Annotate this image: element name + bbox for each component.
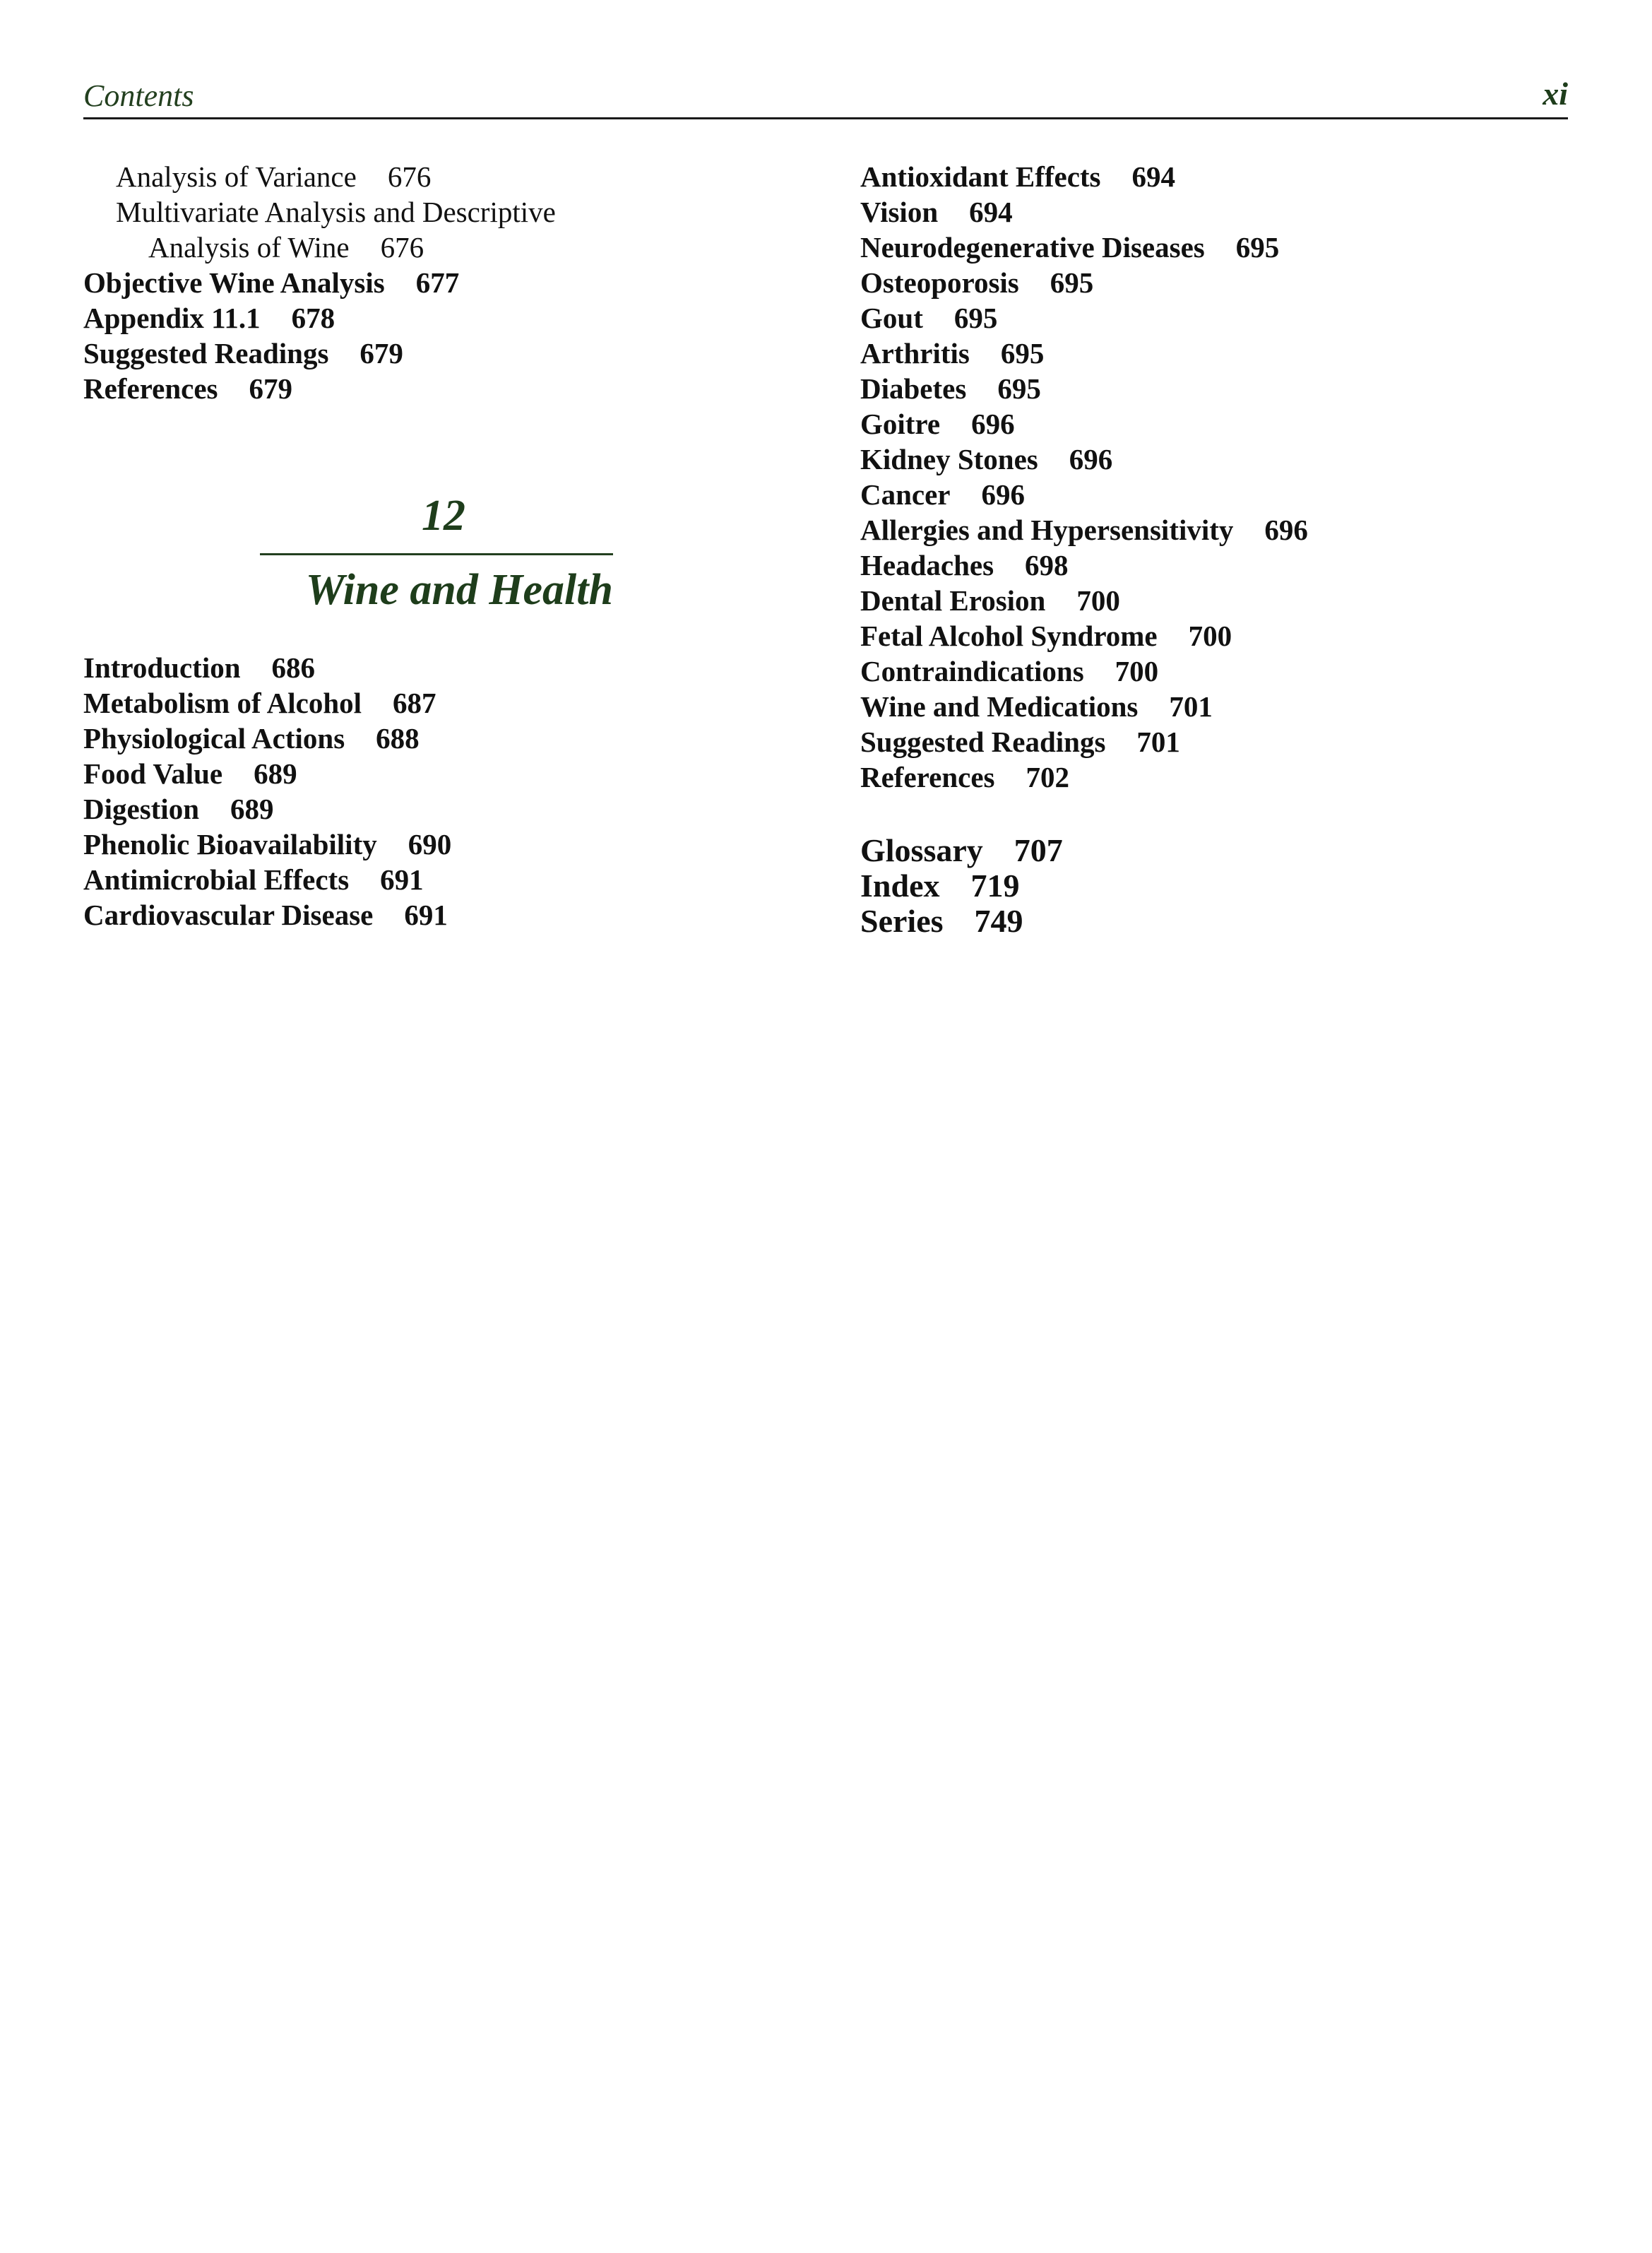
toc-entry-page: 749 [974,903,1023,939]
toc-entry-page: 676 [387,160,432,193]
toc-entry-label: Digestion [83,793,199,825]
toc-entry-page: 696 [1264,514,1308,546]
page-number: xi [1543,76,1568,112]
toc-entry-page: 696 [981,478,1026,511]
toc-entry-label: Neurodegenerative Diseases [860,231,1205,264]
toc-entry-page: 679 [249,372,292,405]
toc-entry[interactable] [860,583,1567,618]
toc-entry[interactable] [83,371,832,406]
toc-entry-label: Metabolism of Alcohol [83,687,362,719]
toc-entry-back-matter[interactable] [860,904,1567,939]
toc-entry-label: Multivariate Analysis and Descriptive [116,196,556,228]
toc-entry-page: 677 [415,266,460,299]
toc-entry[interactable] [83,897,832,933]
toc-entry-label: Appendix 11.1 [83,302,261,334]
toc-entry[interactable] [860,759,1567,795]
toc-entry[interactable] [860,336,1567,371]
toc-entry-page: 695 [1050,266,1094,299]
toc-entry[interactable] [860,159,1567,194]
toc-entry[interactable] [83,650,832,685]
toc-entry-label: Gout [860,302,923,334]
toc-entry-page: 679 [359,337,403,369]
toc-entry-label: Headaches [860,549,994,581]
chapter-heading [260,491,613,615]
toc-entry-label: Introduction [83,651,241,684]
toc-entry-page: 695 [1235,231,1280,264]
toc-entry[interactable] [860,406,1567,442]
section-spacer [860,795,1567,833]
toc-entry[interactable] [860,371,1567,406]
toc-entry[interactable] [860,300,1567,336]
toc-entry[interactable] [83,827,832,862]
toc-entry[interactable] [860,654,1567,689]
left-column [83,159,832,933]
toc-entry-page: 688 [376,722,420,755]
toc-entry-label: Analysis of Wine [148,231,350,264]
toc-entry-label: Vision [860,196,939,228]
toc-entry-label: Fetal Alcohol Syndrome [860,620,1158,652]
toc-entry[interactable] [860,548,1567,583]
toc-entry[interactable] [860,477,1567,512]
toc-entry-back-matter[interactable] [860,833,1567,868]
toc-entry-label: Kidney Stones [860,443,1038,475]
toc-entry[interactable] [860,724,1567,759]
toc-entry-page: 694 [969,196,1013,228]
toc-entry-label: Series [860,903,944,939]
toc-entry[interactable] [860,512,1567,548]
toc-entry-label: Dental Erosion [860,584,1046,617]
toc-entry-page: 700 [1115,655,1159,687]
toc-entry-page: 691 [380,863,424,896]
toc-entry[interactable] [83,159,832,194]
toc-entry-label: Glossary [860,832,983,868]
toc-entry[interactable] [83,756,832,791]
toc-entry-page: 696 [971,408,1015,440]
toc-entry-page: 691 [404,899,448,931]
toc-entry-page: 689 [230,793,274,825]
toc-entry-label: Analysis of Variance [116,160,357,193]
toc-entry-label: Cancer [860,478,951,511]
toc-entry-page: 695 [953,302,998,334]
toc-entry[interactable] [83,265,832,300]
toc-entry[interactable] [83,791,832,827]
toc-entry[interactable] [860,194,1567,230]
toc-entry-label: Suggested Readings [83,337,329,369]
toc-entry-label: Antioxidant Effects [860,160,1101,193]
toc-entry[interactable] [83,300,832,336]
toc-entry-page: 701 [1136,726,1180,758]
toc-entry-label: Food Value [83,757,223,790]
running-header [83,78,1568,119]
toc-entry[interactable] [83,336,832,371]
toc-entry-page: 695 [997,372,1041,405]
toc-entry-page: 696 [1069,443,1113,475]
toc-entry-label: Osteoporosis [860,266,1019,299]
toc-entry[interactable] [83,230,832,265]
chapter-divider [260,553,613,555]
toc-entry[interactable] [83,194,832,230]
toc-entry[interactable] [860,442,1567,477]
toc-entry-page: 707 [1014,832,1063,868]
toc-entry-label: Physiological Actions [83,722,345,755]
toc-entry-label: Antimicrobial Effects [83,863,350,896]
toc-entry-label: References [860,761,995,793]
toc-entry-page: 690 [408,828,452,861]
toc-entry-page: 687 [393,687,436,719]
toc-entry-label: References [83,372,218,405]
right-column [860,159,1567,939]
toc-entry[interactable] [860,689,1567,724]
toc-entry-label: Phenolic Bioavailability [83,828,377,861]
toc-entry-page: 676 [380,231,424,264]
toc-entry-page: 694 [1131,160,1176,193]
toc-entry[interactable] [860,265,1567,300]
chapter-number: 12 [422,492,465,540]
toc-entry-label: Index [860,868,940,904]
toc-entry[interactable] [860,618,1567,654]
toc-entry[interactable] [860,230,1567,265]
toc-entry-label: Cardiovascular Disease [83,899,374,931]
toc-entry-page: 689 [254,757,297,790]
toc-entry-page: 701 [1169,690,1213,723]
toc-entry-label: Objective Wine Analysis [83,266,385,299]
toc-entry[interactable] [83,721,832,756]
running-header-title: Contents [83,78,194,113]
toc-entry-label: Allergies and Hypersensitivity [860,514,1234,546]
toc-entry-page: 719 [970,868,1020,904]
toc-entry-page: 686 [271,651,316,684]
toc-entry-label: Diabetes [860,372,967,405]
toc-entry[interactable] [83,862,832,897]
toc-entry-page: 700 [1076,584,1120,617]
toc-entry-label: Suggested Readings [860,726,1106,758]
toc-entry-label: Wine and Medications [860,690,1139,723]
toc-entry-label: Contraindications [860,655,1084,687]
toc-entry-label: Arthritis [860,337,970,369]
toc-entry[interactable] [83,685,832,721]
toc-entry-back-matter[interactable] [860,868,1567,904]
toc-entry-page: 695 [1000,337,1045,369]
chapter-title[interactable]: Wine and Health [305,566,613,614]
toc-entry-label: Goitre [860,408,941,440]
toc-entry-page: 702 [1026,761,1069,793]
toc-entry-page: 700 [1188,620,1232,652]
toc-entry-page: 698 [1025,549,1069,581]
toc-entry-page: 678 [291,302,335,334]
